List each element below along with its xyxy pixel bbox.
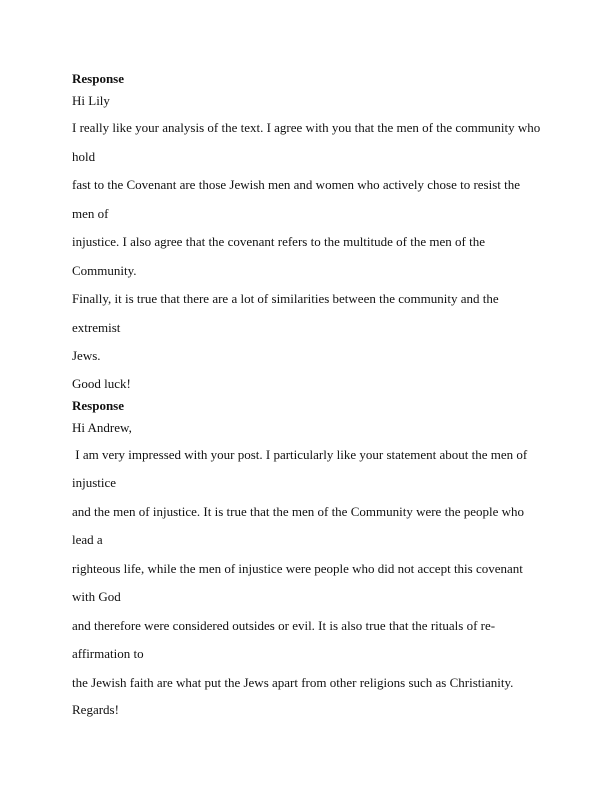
body-line: Finally, it is true that there are a lot of similarities between the community and the extremist [72,291,502,335]
body-line: righteous life, while the men of injustice were people who did not accept this covenant with God [72,560,527,604]
greeting-line: Hi Lily [72,93,110,108]
body-line: I really like your analysis of the text. I agree with you that the men of the community who hold [72,120,544,164]
body-paragraph [72,441,542,698]
section-heading: Response [72,397,125,413]
body-line: and the men of injustice. It is true that the men of the Community were the people who lead a [72,503,528,547]
response-section-1 [72,70,542,393]
document-page [72,70,542,723]
section-heading: Response [72,71,125,86]
body-line: and therefore were considered outsides or evil. It is also true that the rituals of re-affirmation to [72,617,496,661]
response-section-2 [72,397,542,720]
body-line: the Jewish faith are what put the Jews apart from other religions such as Christianity. [72,674,514,690]
closing-line: Regards! [72,702,119,717]
body-line: Jews. [72,348,101,363]
closing-line: Good luck! [72,375,131,391]
body-line: fast to the Covenant are those Jewish men and women who actively chose to resist the men of [72,177,524,221]
body-line: I am very impressed with your post. I particularly like your statement about the men of injustice [72,446,531,490]
body-paragraph [72,114,542,371]
body-line: injustice. I also agree that the covenant refers to the multitude of the men of the Community. [72,234,489,278]
greeting-line: Hi Andrew, [72,419,132,435]
